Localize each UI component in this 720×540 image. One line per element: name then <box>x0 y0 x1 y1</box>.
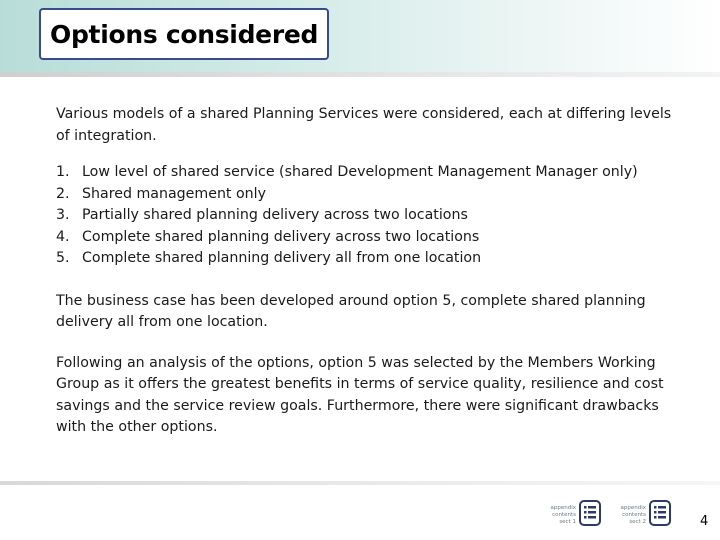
appendix-link-sect-1[interactable] <box>540 498 602 532</box>
list-item-text: Complete shared planning delivery across two locations <box>82 228 480 245</box>
slide-body <box>56 104 676 439</box>
appendix-label-line: sect 2 <box>629 518 646 525</box>
page-number: 4 <box>700 514 709 529</box>
list-item-number: 2. <box>56 185 70 202</box>
list-item <box>56 184 676 206</box>
list-item-text: Partially shared planning delivery across two locations <box>82 207 468 223</box>
list-item-text: Complete shared planning delivery all from one location <box>82 250 482 266</box>
list-item-text: Shared management only <box>82 185 267 202</box>
document-list-icon <box>649 500 671 530</box>
analysis-paragraph: Following an analysis of the options, option 5 was selected by the Members Working Group as it offers the greatest benefits in terms of service quality, resilience and cost savings and the service review goals. Furthermore, there were significant drawbacks with the other options. <box>56 354 664 435</box>
footer-divider <box>0 481 720 485</box>
options-list <box>56 162 676 270</box>
appendix-label-line: appendix <box>550 504 576 511</box>
appendix-label-line: contents <box>552 511 576 518</box>
intro-paragraph: Various models of a shared Planning Services were considered, each at differing levels of integration. <box>56 106 672 144</box>
list-item <box>56 248 676 270</box>
document-list-icon <box>579 500 601 530</box>
appendix-label-line: appendix <box>620 504 646 511</box>
appendix-label-line: contents <box>622 511 646 518</box>
list-item <box>56 162 676 184</box>
header-divider <box>0 72 720 77</box>
appendix-label-line: sect 1 <box>559 518 576 525</box>
list-item-number: 1. <box>56 164 70 180</box>
business-case-paragraph: The business case has been developed around option 5, complete shared planning delivery all from one location. <box>56 292 646 330</box>
list-item-number: 3. <box>56 207 70 223</box>
list-item-number: 4. <box>56 228 70 245</box>
list-item-number: 5. <box>56 250 70 266</box>
title-box <box>39 8 329 60</box>
list-item <box>56 227 676 249</box>
list-item <box>56 205 676 227</box>
list-item-text: Low level of shared service (shared Development Management Manager only) <box>82 164 638 180</box>
slide-title: Options considered <box>50 19 319 49</box>
appendix-link-sect-2[interactable] <box>610 498 672 532</box>
